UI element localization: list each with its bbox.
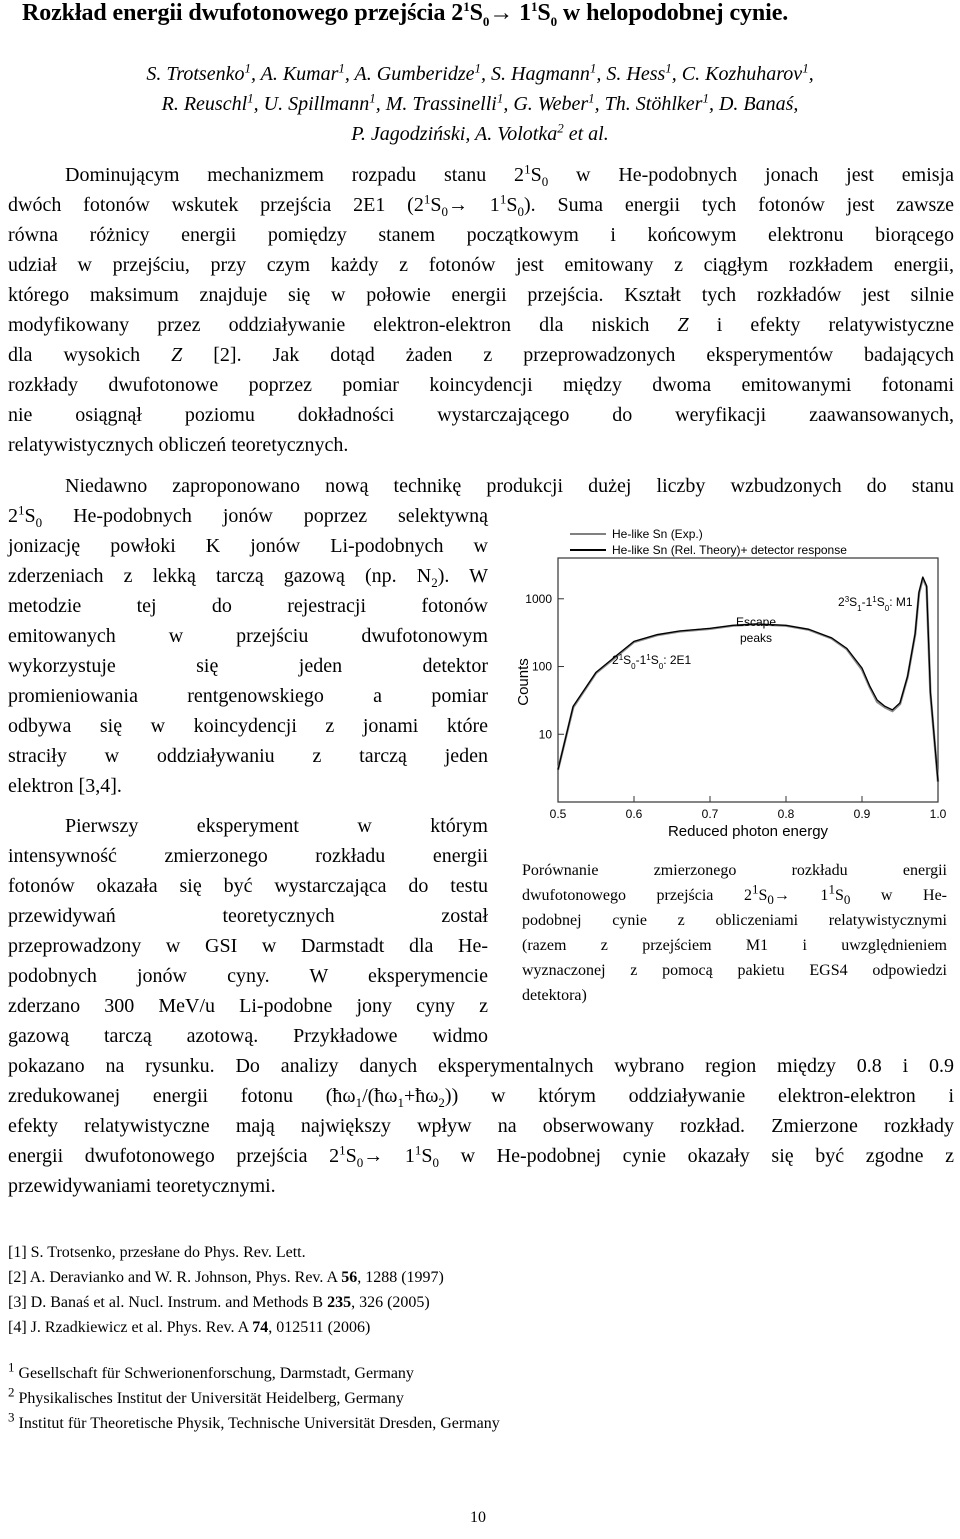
reference-3: [3] D. Banaś et al. Nucl. Instrum. and Methods B 235, 326 (2005): [8, 1294, 430, 1311]
figure-caption: Porównanie zmierzonego rozkładu energii dwufotonowego przejścia $2^1S_0\to 1^1S_0$ w He- podobnej cynie z obliczeniami relatywistycznymi (razem z przejściem M1 i uwzględnieniem wyznaczonej z pomocą pakietu EGS4 odpowiedzi detektora): [522, 862, 948, 1004]
spectrum-chart-svg: [508, 522, 948, 844]
affiliation-1: $^1$ Gesellschaft für Schwerionenforschung, Darmstadt, Germany: [8, 1359, 414, 1382]
authors: [0, 59, 960, 149]
x-tick-label: 0.7: [701, 807, 719, 821]
y-tick-label: 1000: [525, 591, 552, 606]
x-axis-label: Reduced photon energy: [667, 823, 829, 840]
paragraph-method-left: $2^1S_0$ He-podobnych jonów poprzez selektywną jonizację powłoki K jonów Li-podobnych w zderzeniach z lekką tarczą gazową (np. $N_2$). W metodzie tej do rejestracji fotonów emitowanych w przejściu dwufotonowym wykorzystuje się jeden detektor promieniowania rentgenowskiego a pomiar odbywa się w koincydencji z jonami które straciły w oddziaływaniu z tarczą jeden elektron [3,4].: [8, 502, 488, 797]
legend: [570, 527, 847, 557]
y-tick-label: 10: [538, 727, 552, 742]
authors-line-3: P. Jagodziński, A. Volotka$^2$ et al.: [351, 120, 609, 145]
reference-2: [2] A. Deravianko and W. R. Johnson, Phys. Rev. A 56, 1288 (1997): [8, 1269, 444, 1286]
affiliations: [8, 1361, 500, 1436]
x-tick-label: 0.6: [625, 807, 643, 821]
x-tick-label: 0.8: [777, 807, 795, 821]
authors-line-1: S. Trotsenko$^1$, A. Kumar$^1$, A. Gumberidze$^1$, S. Hagmann$^1$, S. Hess$^1$, C. Kozhuharov$^1$,: [146, 60, 814, 85]
paragraph-experiment-full: pokazano na rysunku. Do analizy danych eksperymentalnych wybrano region między 0.8 i 0.9 zredukowanej energii fotonu $(ħ\omega_1/(ħ\omega_1+ħ\omega_2))$ w którym oddziaływanie elektron-elektron i efekty relatywistyczne mają największy wpływ na obserwowany rozkład. Zmierzone rozkłady energii dwufotonowego przejścia $2^1S_0\to 1^1S_0$ w He-podobnej cynie okazały się być zgodne z przewidywaniami teoretycznymi.: [8, 1055, 955, 1197]
x-tick-label: 0.5: [549, 807, 567, 821]
page-number: 10: [470, 1509, 486, 1526]
legend-label-exp: He-like Sn (Exp.): [612, 527, 703, 541]
affiliation-3: $^3$ Institut für Theoretische Physik, Technische Universität Dresden, Germany: [8, 1409, 500, 1432]
reference-4: [4] J. Rzadkiewicz et al. Phys. Rev. A 74, 012511 (2006): [8, 1319, 371, 1336]
affiliation-2: $^2$ Physikalisches Institut der Universität Heidelberg, Germany: [8, 1384, 404, 1407]
reference-1: [1] S. Trotsenko, przesłane do Phys. Rev. Lett.: [8, 1244, 306, 1261]
annotation-escape-peaks-1: Escape: [735, 615, 777, 629]
document-title: Rozkład energii dwufotonowego przejścia $2^1S_0\to 1^1S_0$ w helopodobnej cynie.: [22, 0, 789, 29]
annotation-escape-peaks-2: peaks: [739, 631, 773, 645]
legend-label-theory: He-like Sn (Rel. Theory)+ detector response: [612, 543, 847, 557]
x-tick-label: 0.9: [853, 807, 871, 821]
annotation-m1: $2^3S_1-1^1S_0$: M1: [838, 594, 913, 613]
references: [8, 1240, 444, 1340]
y-tick-label: 100: [531, 659, 552, 674]
annotation-2e1: $2^1S_0-1^1S_0$: 2E1: [612, 652, 692, 671]
paragraph-intro: Dominującym mechanizmem rozpadu stanu $2^1S_0$ w He-podobnych jonach jest emisja dwóch fotonów wskutek przejścia 2E1 $(2^1S_0\to 1^1S_0)$. Suma energii tych fotonów jest zawsze równa różnicy energii pomiędzy stanem początkowym i końcowym elektronu biorącego udział w przejściu, przy czym każdy z fotonów jest emitowany z ciągłym rozkładem energii, którego maksimum znajduje się w połowie energii przejścia. Kształt tych rozkładów jest silnie modyfikowany przez oddziaływanie elektron-elektron dla niskich Z i efekty relatywistyczne dla wysokich Z [2]. Jak dotąd żaden z przeprowadzonych eksperymentów badających rozkłady dwufotonowe poprzez pomiar koincydencji między dwoma emitowanymi fotonami nie osiągnął poziomu dokładności wystarczającego do weryfikacji zaawansowanych, relatywistycznych obliczeń teoretycznych.: [8, 161, 955, 456]
y-axis-label: Counts: [515, 658, 532, 706]
authors-line-2: R. Reuschl$^1$, U. Spillmann$^1$, M. Trassinelli$^1$, G. Weber$^1$, Th. Stöhlker$^1$, D. Banaś,: [161, 90, 799, 115]
paragraph-experiment-left: Pierwszy eksperyment w którym intensywność zmierzonego rozkładu energii fotonów okazała się być wystarczająca do testu przewidywań teoretycznych został przeprowadzony w GSI w Darmstadt dla He- podobnych jonów cyny. W eksperymencie zderzano 300 MeV/u Li-podobne jony cyny z gazową tarczą azotową. Przykładowe widmo: [8, 815, 488, 1047]
paragraph-method-top: Niedawno zaproponowano nową technikę produkcji dużej liczby wzbudzonych do stanu: [65, 475, 954, 497]
spectrum-chart: [508, 522, 948, 844]
x-tick-label: 1.0: [929, 807, 947, 821]
